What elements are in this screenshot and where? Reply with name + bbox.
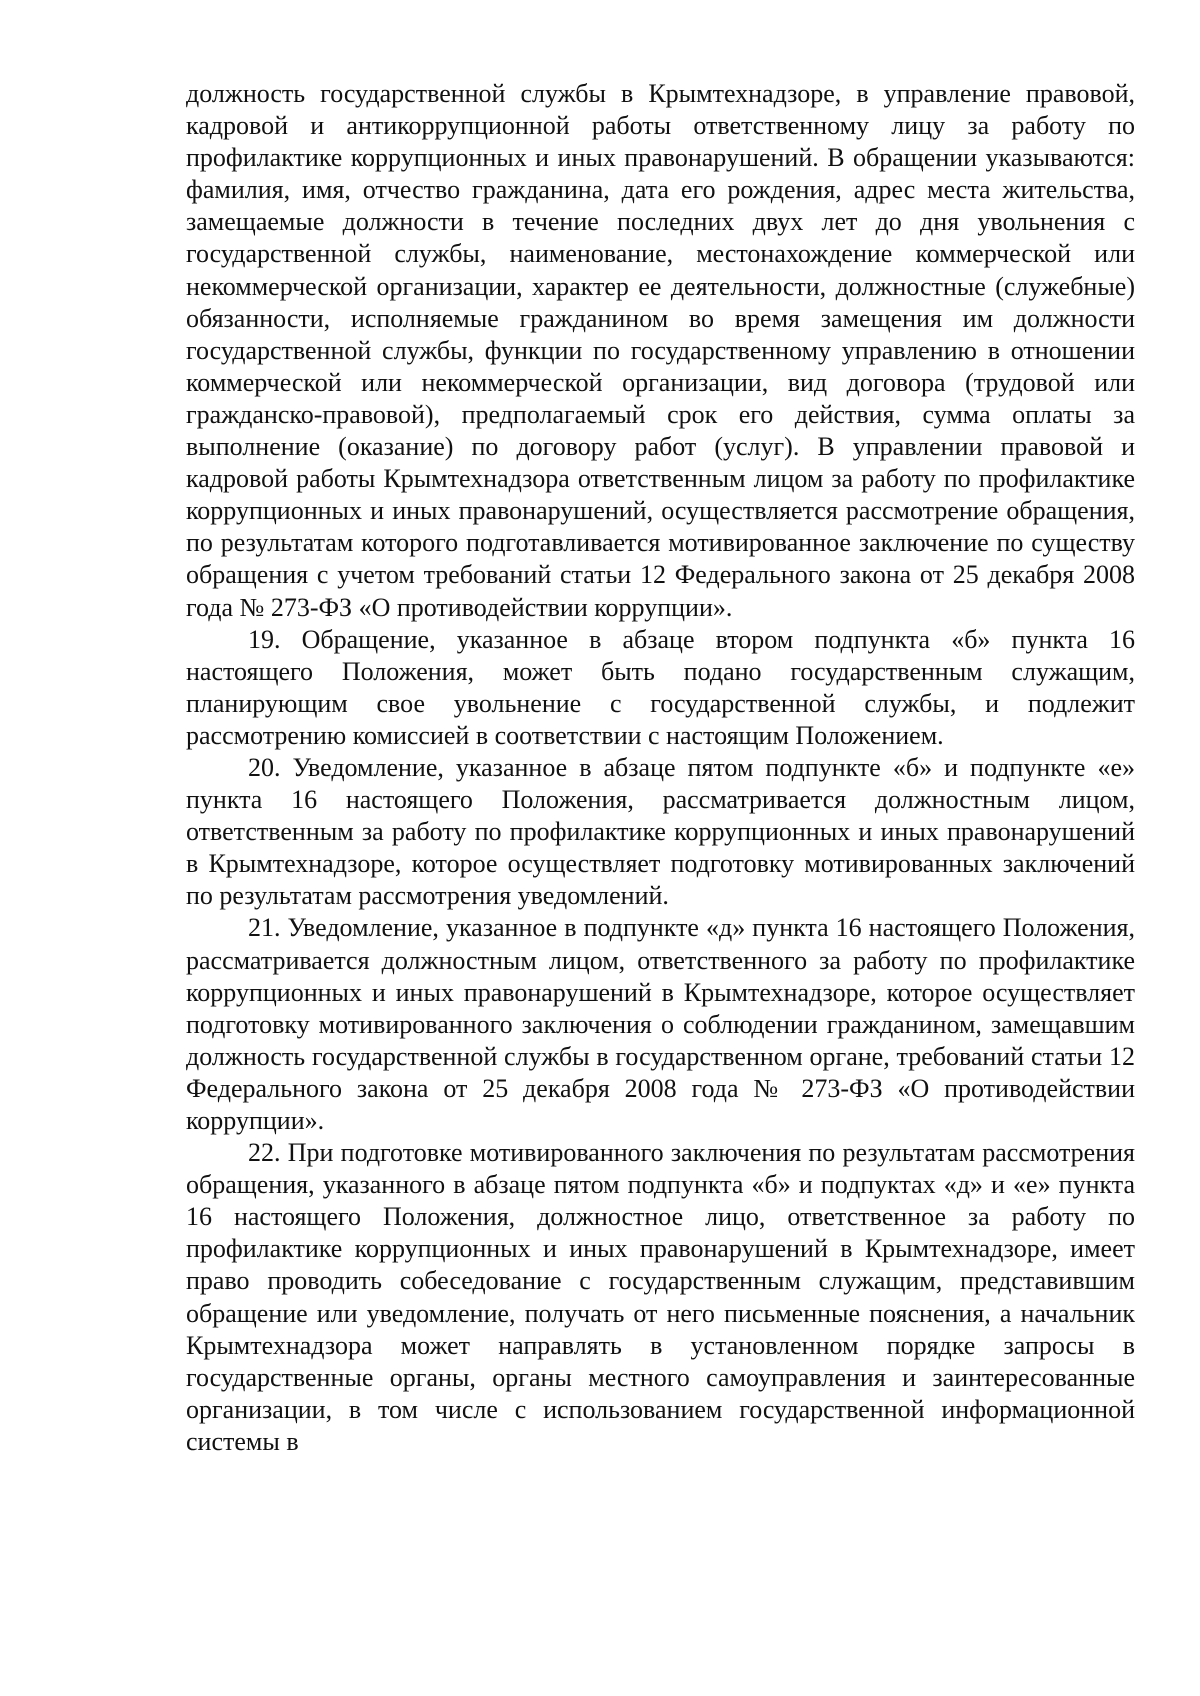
document-page: [186, 78, 1135, 1458]
paragraph-continuation: должность государственной службы в Крымтехнадзоре, в управление правовой, кадровой и антикоррупционной работы ответственному лицу за работу по профилактике коррупционных и иных правонарушений. В обращении указываются: фамилия, имя, отчество гражданина, дата его рождения, адрес места жительства, замещаемые должности в течение последних двух лет до дня увольнения с государственной службы, наименование, местонахождение коммерческой или некоммерческой организации, характер ее деятельности, должностные (служебные) обязанности, исполняемые гражданином во время замещения им должности государственной службы, функции по государственному управлению в отношении коммерческой или некоммерческой организации, вид договора (трудовой или гражданско-правовой), предполагаемый срок его действия, сумма оплаты за выполнение (оказание) по договору работ (услуг). В управлении правовой и кадровой работы Крымтехнадзора ответственным лицом за работу по профилактике коррупционных и иных правонарушений, осуществляется рассмотрение обращения, по результатам которого подготавливается мотивированное заключение по существу обращения с учетом требований статьи 12 Федерального закона от 25 декабря 2008 года № 273-ФЗ «О противодействии коррупции».: [186, 79, 1135, 622]
paragraph-19: 19. Обращение, указанное в абзаце втором подпункта «б» пункта 16 настоящего Положения, может быть подано государственным служащим, планирующим свое увольнение с государственной службы, и подлежит рассмотрению комиссией в соответствии с настоящим Положением.: [186, 624, 1135, 750]
paragraph-22: 22. При подготовке мотивированного заключения по результатам рассмотрения обращения, указанного в абзаце пятом подпункта «б» и подпуктах «д» и «е» пункта 16 настоящего Положения, должностное лицо, ответственное за работу по профилактике коррупционных и иных правонарушений в Крымтехнадзоре, имеет право проводить собеседование с государственным служащим, представившим обращение или уведомление, получать от него письменные пояснения, а начальник Крымтехнадзора может направлять в установленном порядке запросы в государственные органы, органы местного самоуправления и заинтересованные организации, в том числе с использованием государственной информационной системы в: [186, 1138, 1135, 1456]
paragraph-20: 20. Уведомление, указанное в абзаце пятом подпункте «б» и подпункте «е» пункта 16 настоящего Положения, рассматривается должностным лицом, ответственным за работу по профилактике коррупционных и иных правонарушений в Крымтехнадзоре, которое осуществляет подготовку мотивированных заключений по результатам рассмотрения уведомлений.: [186, 752, 1135, 911]
paragraph-21: 21. Уведомление, указанное в подпункте «д» пункта 16 настоящего Положения, рассматривается должностным лицом, ответственного за работу по профилактике коррупционных и иных правонарушений в Крымтехнадзоре, которое осуществляет подготовку мотивированного заключения о соблюдении гражданином, замещавшим должность государственной службы в государственном органе, требований статьи 12 Федерального закона от 25 декабря 2008 года № 273-ФЗ «О противодействии коррупции».: [186, 913, 1135, 1135]
